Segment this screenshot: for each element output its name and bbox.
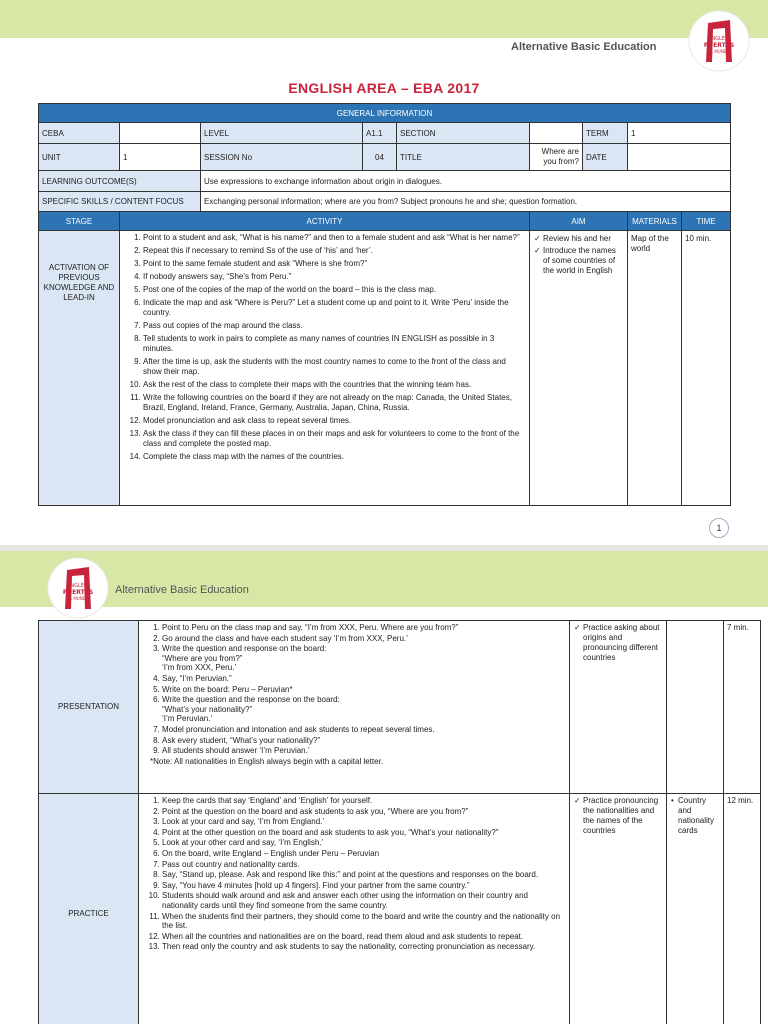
lesson-plan-table-continued [38,620,761,1024]
date-label: DATE [583,144,628,171]
practice-step: 1. Keep the cards that say ‘England’ and ‘English’ for yourself. [162,796,566,806]
materials-header: MATERIALS [628,212,682,231]
practice-step: 6. On the board, write England – English under Peru – Peruvian [162,849,566,859]
section-field[interactable] [530,123,583,144]
presentation-step: 4. Say, “I’m Peruvian.” [162,674,566,684]
header-band [0,551,768,607]
activation-activity [120,231,530,506]
activation-stage: ACTIVATION OF PREVIOUS KNOWLEDGE AND LEAD-IN [39,231,120,506]
logo-line-2: PUERTAS [703,42,735,49]
section-label: SECTION [397,123,530,144]
practice-step: 5. Look at your other card and say, ‘I’m English.’ [162,838,566,848]
activation-time: 10 min. [682,231,731,506]
presentation-step: 2. Go around the class and have each student say ‘I’m from XXX, Peru.’ [162,634,566,644]
document-title: ENGLISH AREA – EBA 2017 [288,80,480,96]
logo-line-3: AL MUNDO [708,49,730,54]
general-info-header: GENERAL INFORMATION [39,104,731,123]
level-value: A1.1 [363,123,397,144]
term-value: 1 [628,123,731,144]
lesson-plan-table [38,103,731,506]
page-number: 1 [709,518,729,538]
practice-steps [142,796,566,952]
practice-stage: PRACTICE [39,794,139,1024]
activation-step: 5. Post one of the copies of the map of the world on the board – this is the class map. [143,285,526,295]
practice-step: 3. Look at your card and say, ‘I’m from England.’ [162,817,566,827]
activation-step: 12. Model pronunciation and ask class to repeat several times. [143,416,526,426]
material-item: • Country and nationality cards [678,796,720,836]
presentation-step: 7. Model pronunciation and intonation and ask students to repeat several times. [162,725,566,735]
title-value: Where are you from? [530,144,583,171]
logo-line-1: INGLÉS [709,36,729,42]
brand-name: Alternative Basic Education [115,584,249,596]
logo-line-1: INGLÉS [68,583,88,589]
activation-step: 14. Complete the class map with the names of the countries. [143,452,526,462]
presentation-note: *Note: All nationalities in English always begin with a capital letter. [150,756,384,766]
practice-step: 13. Then read only the country and ask students to say the nationality, correcting pronunciation as necessary. [162,942,566,952]
aim-item: ✓ Introduce the names of some countries of the world in English [543,246,624,276]
activation-step: 7. Pass out copies of the map around the class. [143,321,526,331]
logo-line-2: PUERTAS [62,589,94,596]
presentation-activity [139,621,570,794]
activity-header: ACTIVITY [120,212,530,231]
presentation-step: 6. Write the question and the response on the board: “What’s your nationality?” ‘I’m Peruvian.’ [162,695,566,724]
skills-value: Exchanging personal information; where are you from? Subject pronouns he and she; question formation. [201,192,731,212]
practice-aim [570,794,667,1024]
unit-label: UNIT [39,144,120,171]
activation-step: 1. Point to a student and ask, “What is his name?” and then to a female student and ask “What is her name?” [143,233,526,243]
aim-item: ✓ Review his and her [543,234,624,244]
aim-header: AIM [530,212,628,231]
practice-step: 11. When the students find their partners, they should come to the board and write the country and the nationality on the list. [162,912,566,931]
presentation-step: 5. Write on the board: Peru – Peruvian* [162,685,566,695]
activation-aim [530,231,628,506]
practice-step: 10. Students should walk around and ask and answer each other using the information on their country and nationality cards until they find someone from the same country. [162,891,566,910]
date-field[interactable] [628,144,731,171]
aim-item: ✓ Practice pronouncing the nationalities and the names of the countries [583,796,663,836]
practice-time: 12 min. [724,794,761,1024]
logo-icon [47,557,109,619]
practice-step: 12. When all the countries and nationalities are on the board, read them aloud and ask students to repeat. [162,932,566,942]
unit-value: 1 [120,144,201,171]
session-label: SESSION No [201,144,363,171]
header-band [0,0,768,38]
outcomes-value: Use expressions to exchange information about origin in dialogues. [201,171,731,192]
logo-icon [688,10,750,72]
presentation-step: 1. Point to Peru on the class map and say, “I’m from XXX, Peru. Where are you from?” [162,623,566,633]
brand-name: Alternative Basic Education [511,41,657,53]
activation-step: 3. Point to the same female student and ask “Where is she from?” [143,259,526,269]
activation-step: 11. Write the following countries on the board if they are not already on the map: Canada, the United States, Brazil, England, Ireland, France, Germany, Australia, Japan, China, Russia. [143,393,526,413]
practice-activity [139,794,570,1024]
activation-step: 4. If nobody answers say, “She’s from Peru.” [143,272,526,282]
activation-step: 2. Repeat this if necessary to remind Ss of the use of ‘his’ and ‘her’. [143,246,526,256]
practice-step: 4. Point at the other question on the board and ask students to ask you, “What’s your nationality?” [162,828,566,838]
title-label: TITLE [397,144,530,171]
activation-step: 6. Indicate the map and ask “Where is Peru?” Let a student come up and point to it. Write ‘Peru’ inside the country. [143,298,526,318]
presentation-step: 8. Ask every student, “What’s your nationality?” [162,736,566,746]
practice-step: 8. Say, “Stand up, please. Ask and respond like this:” and point at the questions and responses on the board. [162,870,566,880]
presentation-materials [667,621,724,794]
ceba-field[interactable] [120,123,201,144]
practice-step: 2. Point at the question on the board and ask students to ask you, “Where are you from?” [162,807,566,817]
aim-item: ✓ Practice asking about origins and pronouncing different countries [583,623,663,663]
presentation-steps [142,623,566,756]
skills-label: SPECIFIC SKILLS / CONTENT FOCUS [39,192,201,212]
practice-step: 7. Pass out country and nationality cards. [162,860,566,870]
activation-step: 10. Ask the rest of the class to complete their maps with the countries that the winning team has. [143,380,526,390]
presentation-aim [570,621,667,794]
level-label: LEVEL [201,123,363,144]
outcomes-label: LEARNING OUTCOME(S) [39,171,201,192]
practice-step: 9. Say, “You have 4 minutes [hold up 4 fingers]. Find your partner from the same country.” [162,881,566,891]
presentation-time: 7 min. [724,621,761,794]
practice-materials [667,794,724,1024]
activation-step: 8. Tell students to work in pairs to complete as many names of countries IN ENGLISH as possible in 3 minutes. [143,334,526,354]
presentation-step: 3. Write the question and response on the board: “Where are you from?” ‘I’m from XXX, Peru.’ [162,644,566,673]
term-label: TERM [583,123,628,144]
logo-line-3: AL MUNDO [67,596,89,601]
presentation-step: 9. All students should answer ‘I’m Peruvian.’ [162,746,566,756]
activation-step: 9. After the time is up, ask the students with the most country names to come to the front of the class and show their map. [143,357,526,377]
presentation-stage: PRESENTATION [39,621,139,794]
activation-steps [123,233,526,462]
page-2 [0,551,768,1024]
activation-materials: Map of the world [628,231,682,506]
session-value: 04 [363,144,397,171]
ceba-label: CEBA [39,123,120,144]
activation-step: 13. Ask the class if they can fill these places in on their maps and ask for volunteers to come to the front of the class and complete the posted map. [143,429,526,449]
stage-header: STAGE [39,212,120,231]
time-header: TIME [682,212,731,231]
